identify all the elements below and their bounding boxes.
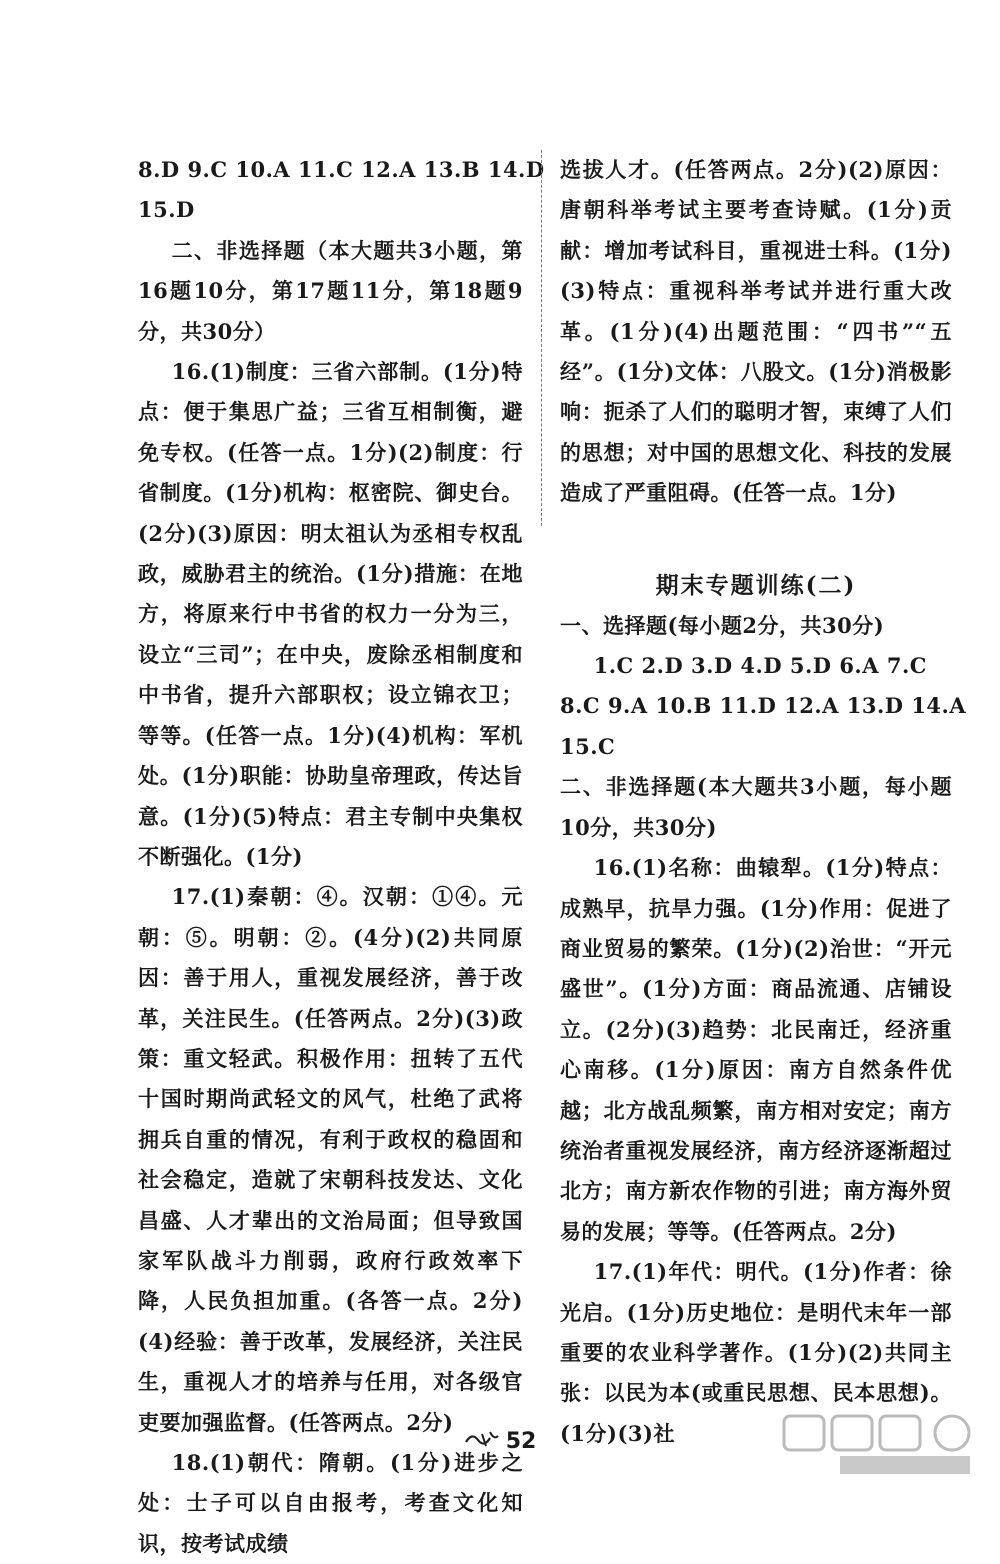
section-2-heading: 二、非选择题(本大题共3小题，每小题10分，共30分) <box>560 774 952 840</box>
section-title: 期末专题训练(二) <box>655 571 857 599</box>
question-17-answer: 17.(1)年代：明代。(1分)作者：徐光启。(1分)历史地位：是明代末年一部重要的农业科学著作。(1分)(2)共同主张：以民为本(或重民思想、民本思想)。(1分)(3)社 <box>560 1259 952 1446</box>
mc-answers-row-2: 8.C 9.A 10.B 11.D 12.A 13.D 14.A <box>560 693 967 719</box>
right-column <box>560 150 967 1454</box>
question-18-answer: 18.(1)朝代：隋朝。(1分)进步之处：士子可以自由报考，考查文化知识，按考试成绩 <box>138 1450 523 1556</box>
mc-answers-row-1: 1.C 2.D 3.D 4.D 5.D 6.A 7.C <box>593 653 927 679</box>
page-number: 52 <box>505 1429 537 1454</box>
mc-answers-row-1: 8.D 9.C 10.A 11.C 12.A 13.B 14.D <box>138 157 545 182</box>
section-1-heading: 一、选择题(每小题2分，共30分) <box>560 612 885 638</box>
left-column <box>138 150 545 1564</box>
mc-answers-row-3: 15.C <box>560 733 616 759</box>
watermark-logo-icon <box>780 1412 980 1478</box>
question-17-answer: 17.(1)秦朝：④。汉朝：①④。元朝：⑤。明朝：②。(4分)(2)共同原因：善于用人，重视发展经济，善于改革，关注民生。(任答两点。2分)(3)政策：重文轻武。积极作用：扭转了五代十国时期尚武轻文的风气，杜绝了武将拥兵自重的情况，有利于政权的稳固和社会稳定，造就了宋朝科技发达、文化昌盛、人才辈出的文治局面；但导致国家军队战斗力削弱，政府行政效率下降，人民负担加重。(各答一点。2分)(4)经验：善于改革，发展经济，关注民生，重视人才的培养与任用，对各级官吏要加强监督。(任答两点。2分) <box>138 884 523 1435</box>
mc-answers-row-2: 15.D <box>138 197 195 223</box>
section-2-heading: 二、非选择题（本大题共3小题，第16题10分，第17题11分，第18题9分，共30分） <box>138 237 523 344</box>
decorative-flourish-icon <box>464 1428 500 1456</box>
question-16-answer: 16.(1)制度：三省六部制。(1分)特点：便于集思广益；三省互相制衡，避免专权。(任答一点。1分)(2)制度：行省制度。(1分)机构：枢密院、御史台。(2分)(3)原因：明太祖认为丞相专权乱政，威胁君主的统治。(1分)措施：在地方，将原来行中书省的权力一分为三，设立“三司”；在中央，废除丞相制度和中书省，提升六部职权；设立锦衣卫；等等。(任答一点。1分)(4)机构：军机处。(1分)职能：协助皇帝理政，传达旨意。(1分)(5)特点：君主专制中央集权不断强化。(1分) <box>138 359 523 869</box>
question-16-answer: 16.(1)名称：曲辕犁。(1分)特点：成熟早，抗旱力强。(1分)作用：促进了商业贸易的繁荣。(1分)(2)治世：“开元盛世”。(1分)方面：商品流通、店铺设立。(2分)(3)趋势：北民南迁，经济重心南移。(1分)原因：南方自然条件优越；北方战乱频繁，南方相对安定；南方统治者重视发展经济，南方经济逐渐超过北方；南方新农作物的引进；南方海外贸易的发展；等等。(任答两点。2分) <box>560 855 952 1244</box>
column-divider <box>541 150 542 526</box>
question-18-continued: 选拔人才。(任答两点。2分)(2)原因：唐朝科举考试主要考查诗赋。(1分)贡献：增加考试科目，重视进士科。(1分)(3)特点：重视科举考试并进行重大改革。(1分)(4)出题范围：“四书”“五经”。(1分)文体：八股文。(1分)消极影响：扼杀了人们的聪明才智，束缚了人们的思想；对中国的思想文化、科技的发展造成了严重阻碍。(任答一点。1分) <box>560 157 952 506</box>
